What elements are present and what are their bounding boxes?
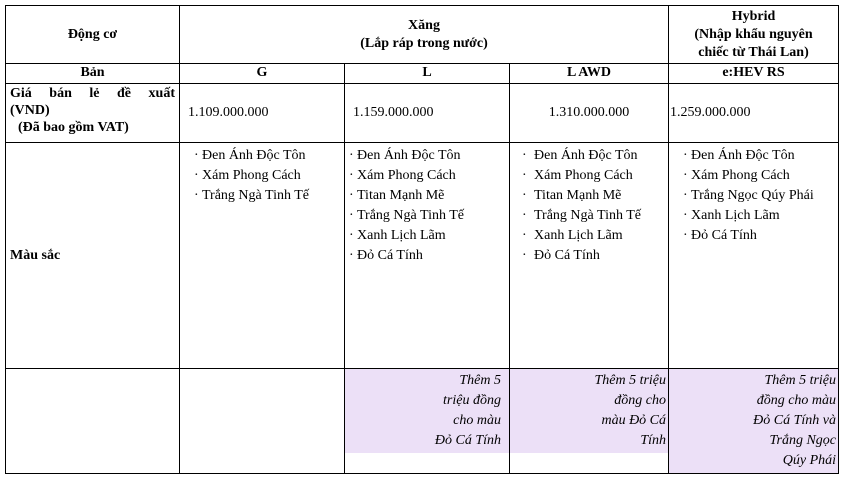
color-item: · Xanh Lịch Lãm xyxy=(683,206,830,226)
color-item: · Đỏ Cá Tính xyxy=(522,246,666,266)
note-line: Tính xyxy=(640,433,667,448)
note-line: cho màu xyxy=(453,413,501,428)
color-item: · Titan Mạnh Mẽ xyxy=(522,186,666,206)
note-line: Trắng Ngọc xyxy=(769,433,837,448)
petrol-header xyxy=(180,6,669,64)
price-label-2: (VND) xyxy=(10,103,50,118)
price-label xyxy=(6,84,180,143)
version-g: G xyxy=(180,64,345,84)
price-row xyxy=(6,84,839,143)
hybrid-sub-1: (Nhập khẩu nguyên xyxy=(694,26,813,42)
version-label: Bản xyxy=(6,64,180,84)
colors-hev xyxy=(669,143,839,369)
note-l-cell xyxy=(345,369,510,474)
note-lawd xyxy=(510,369,668,453)
colors-l xyxy=(345,143,510,369)
color-item: · Trắng Ngọc Qúy Phái xyxy=(683,186,830,206)
note-row xyxy=(6,369,839,474)
note-line: đồng cho xyxy=(614,393,667,408)
note-line: Đỏ Cá Tính xyxy=(434,433,501,448)
note-hev-cell xyxy=(669,369,839,474)
color-item: · Đen Ánh Độc Tôn xyxy=(349,146,501,166)
color-list-hev xyxy=(683,143,830,246)
color-item: · Trắng Ngà Tinh Tế xyxy=(194,186,332,206)
colors-g xyxy=(180,143,345,369)
price-label-3: (Đã bao gồm VAT) xyxy=(18,120,129,135)
hybrid-sub-2: chiếc từ Thái Lan) xyxy=(698,44,809,60)
note-lawd-cell xyxy=(510,369,669,474)
note-line: Qúy Phái xyxy=(782,453,837,468)
header-row xyxy=(6,6,839,64)
color-item: · Xám Phong Cách xyxy=(194,166,332,186)
color-item: · Xám Phong Cách xyxy=(349,166,501,186)
note-line: màu Đỏ Cá xyxy=(601,413,667,428)
spec-table-wrapper xyxy=(5,5,839,474)
version-lawd: L AWD xyxy=(510,64,669,84)
colors-lawd xyxy=(510,143,669,369)
color-item: · Titan Mạnh Mẽ xyxy=(349,186,501,206)
color-item: · Đỏ Cá Tính xyxy=(349,246,501,266)
note-line: đồng cho màu xyxy=(756,393,837,408)
color-item: · Xám Phong Cách xyxy=(683,166,830,186)
color-item: · Đen Ánh Độc Tôn xyxy=(683,146,830,166)
note-line: Thêm 5 triệu xyxy=(594,373,667,388)
note-hev xyxy=(669,369,838,473)
price-lawd: 1.310.000.000 xyxy=(510,84,669,143)
price-l: 1.159.000.000 xyxy=(345,84,510,143)
note-l xyxy=(345,369,509,453)
petrol-sub: (Lắp ráp trong nước) xyxy=(360,35,488,51)
price-hev: 1.259.000.000 xyxy=(669,84,839,143)
version-l: L xyxy=(345,64,510,84)
color-list-lawd xyxy=(522,143,666,266)
note-empty-label xyxy=(6,369,180,474)
color-item: · Xanh Lịch Lãm xyxy=(522,226,666,246)
petrol-label: Xăng xyxy=(408,17,440,33)
color-item: · Đen Ánh Độc Tôn xyxy=(194,146,332,166)
note-line: triệu đồng xyxy=(443,393,501,408)
color-item: · Trắng Ngà Tinh Tế xyxy=(349,206,501,226)
color-item: · Đen Ánh Độc Tôn xyxy=(522,146,666,166)
price-table xyxy=(5,5,839,474)
color-list-l xyxy=(349,143,501,266)
color-item: · Đỏ Cá Tính xyxy=(683,226,830,246)
note-line: Thêm 5 xyxy=(459,373,501,388)
color-item: · Trắng Ngà Tinh Tế xyxy=(522,206,666,226)
version-row xyxy=(6,64,839,84)
note-line: Đỏ Cá Tính và xyxy=(753,413,837,428)
color-label: Màu sắc xyxy=(6,143,180,369)
hybrid-label: Hybrid xyxy=(731,8,776,24)
color-item: · Xám Phong Cách xyxy=(522,166,666,186)
color-item: · Xanh Lịch Lãm xyxy=(349,226,501,246)
price-g: 1.109.000.000 xyxy=(180,84,345,143)
color-list-g xyxy=(194,143,332,206)
price-label-1: Giá bán lẻ đề xuất xyxy=(10,86,175,101)
color-row xyxy=(6,143,839,369)
note-empty-g xyxy=(180,369,345,474)
hybrid-header xyxy=(669,6,839,64)
version-hev: e:HEV RS xyxy=(669,64,839,84)
engine-label: Động cơ xyxy=(6,6,180,64)
note-line: Thêm 5 triệu xyxy=(764,373,837,388)
